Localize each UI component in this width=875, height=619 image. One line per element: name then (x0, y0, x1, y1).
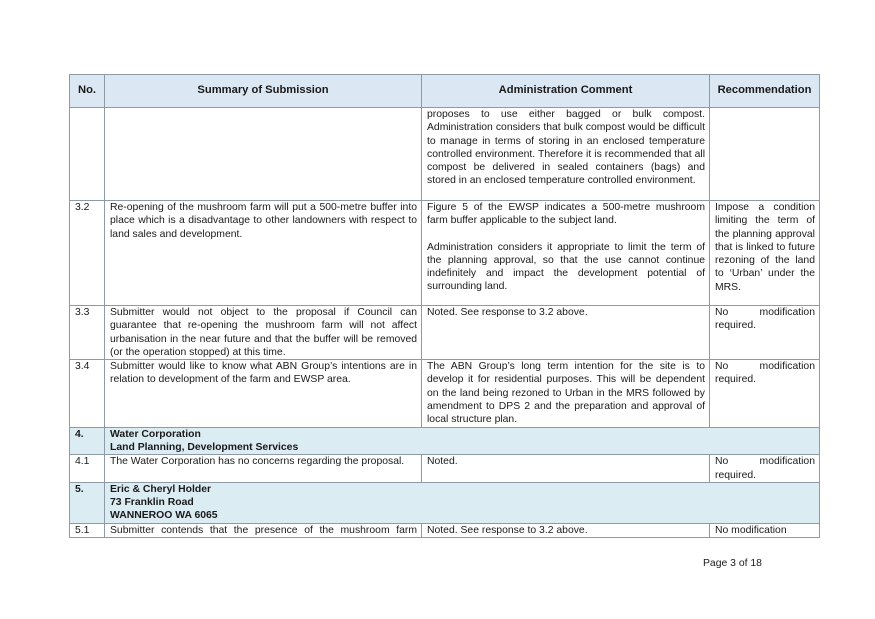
row-number: 3.4 (70, 360, 105, 427)
administration-comment: The ABN Group’s long term intention for the site is to develop it for residential purposes. This will be dependent on the land being rezoned to Urban in the MRS followed by amendment to DPS 2 and the preparation and approval of local structure plan. (422, 360, 710, 427)
recommendation: No modification required. (710, 455, 820, 483)
row-number: 4.1 (70, 455, 105, 483)
administration-comment: Noted. (422, 455, 710, 483)
submitter-name (105, 427, 820, 455)
administration-comment (422, 201, 710, 306)
submission-summary: The Water Corporation has no concerns regarding the proposal. (105, 455, 422, 483)
header-comment: Administration Comment (422, 75, 710, 108)
submitter-line: Land Planning, Development Services (110, 441, 299, 453)
group-number: 5. (70, 482, 105, 523)
submitter-group-4 (70, 427, 820, 455)
submission-summary: Submitter contends that the presence of the mushroom farm (105, 523, 422, 537)
comment-paragraph: Figure 5 of the EWSP indicates a 500-metre mushroom farm buffer applicable to the subject land. (427, 202, 705, 227)
recommendation: Impose a condition limiting the term of the planning approval that is linked to future rezoning of the land to ‘Urban’ under the MRS. (710, 201, 820, 306)
submitter-line: WANNEROO WA 6065 (110, 510, 218, 522)
submitter-line: Eric & Cheryl Holder (110, 483, 212, 495)
submitter-group-5 (70, 482, 820, 523)
row-number: 3.2 (70, 201, 105, 306)
administration-comment: Noted. See response to 3.2 above. (422, 306, 710, 360)
submission-summary: Submitter would not object to the proposal if Council can guarantee that re-opening the mushroom farm will not affect urbanisation in the near future and that the buffer will be removed (or the operation stopped) at this time. (105, 306, 422, 360)
table-row-4-1 (70, 455, 820, 483)
submitter-line: 73 Franklin Road (110, 497, 194, 509)
header-recommendation: Recommendation (710, 75, 820, 108)
administration-comment: Noted. See response to 3.2 above. (422, 523, 710, 537)
row-number: 5.1 (70, 523, 105, 537)
table-row-3-4 (70, 360, 820, 427)
table-row-3-3 (70, 306, 820, 360)
header-no: No. (70, 75, 105, 108)
submission-summary: Submitter would like to know what ABN Group’s intentions are in relation to development of the farm and EWSP area. (105, 360, 422, 427)
header-summary: Summary of Submission (105, 75, 422, 108)
continuation-comment: proposes to use either bagged or bulk compost. Administration considers that bulk compost would be difficult to manage in terms of storing in an enclosed temperature controlled environment. Therefore it is recommended that all compost be delivered in sealed containers (bags) and stored in an enclosed temperature controlled environment. (422, 108, 710, 201)
submission-summary: Re-opening of the mushroom farm will put a 500-metre buffer into place which is a disadvantage to other landowners with respect to land sales and development. (105, 201, 422, 306)
submitter-name (105, 482, 820, 523)
recommendation: No modification required. (710, 306, 820, 360)
submitter-line: Water Corporation (110, 428, 201, 440)
table-row-3-2 (70, 201, 820, 306)
table-row-continuation (70, 108, 820, 201)
submissions-table (69, 74, 820, 538)
group-number: 4. (70, 427, 105, 455)
row-number: 3.3 (70, 306, 105, 360)
table-row-5-1 (70, 523, 820, 537)
page-number: Page 3 of 18 (703, 558, 762, 569)
comment-paragraph: Administration considers it appropriate to limit the term of the planning approval, so that the use cannot continue indefinitely and impact the development potential of surrounding land. (427, 241, 705, 293)
recommendation: No modification (710, 523, 820, 537)
table-header-row (70, 75, 820, 108)
recommendation: No modification required. (710, 360, 820, 427)
